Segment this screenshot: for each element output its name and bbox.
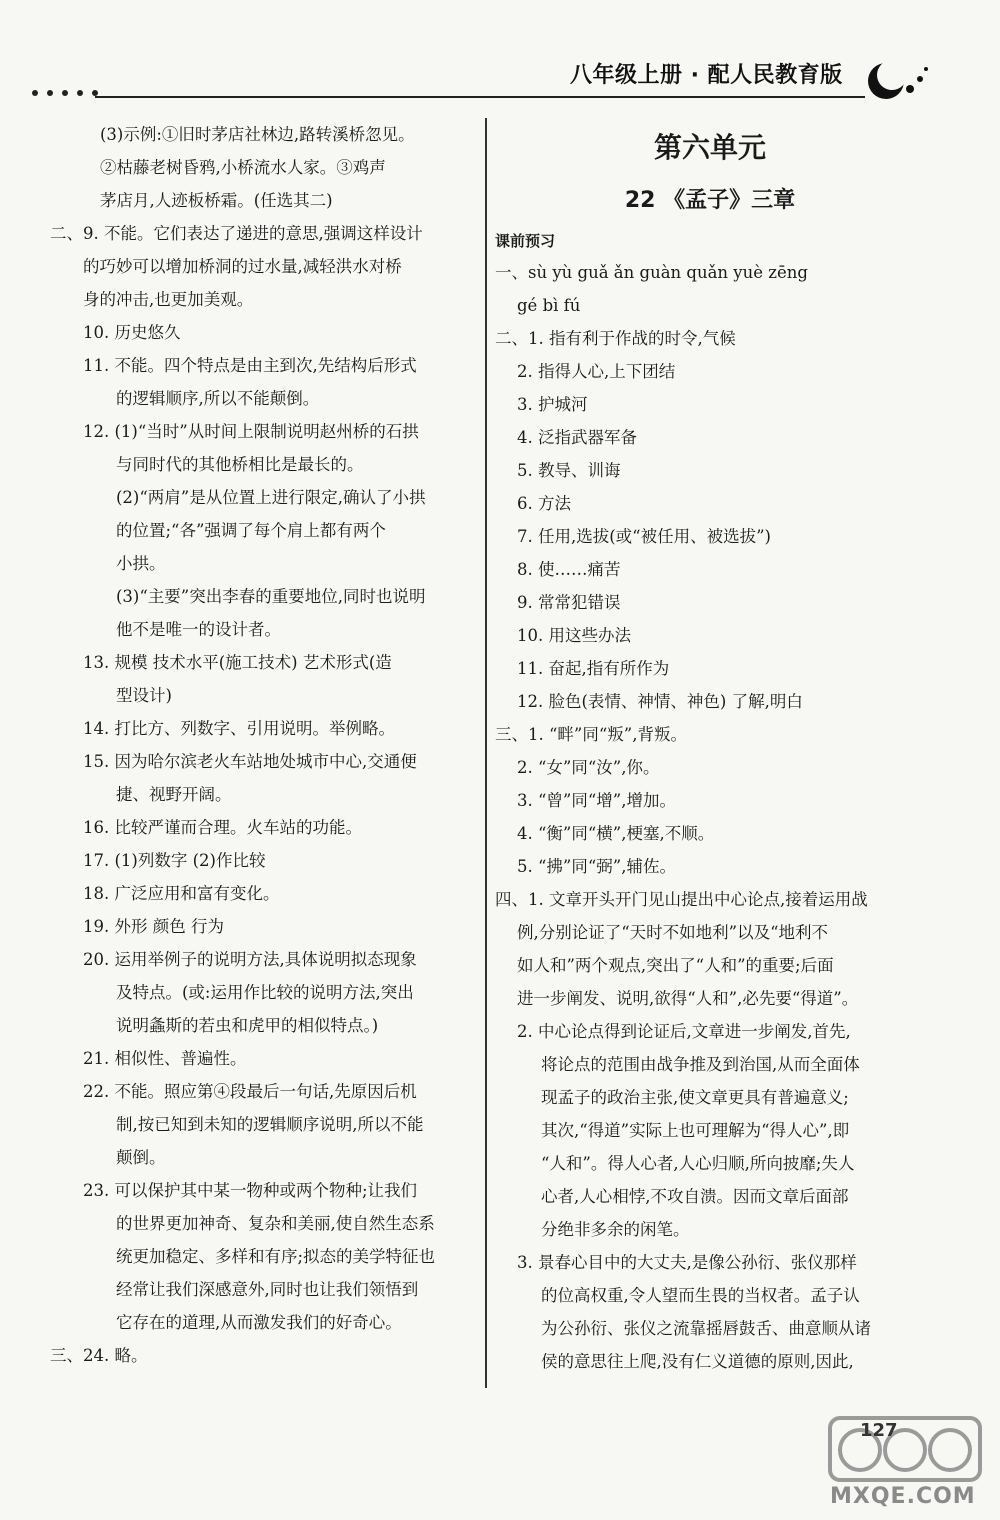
answer-line: 其次,“得道”实际上也可理解为“得人心”,即 — [541, 1121, 850, 1140]
header-title: 八年级上册 · 配人民教育版 — [570, 63, 843, 88]
answer-line: 3. 景春心目中的大丈夫,是像公孙衍、张仪那样 — [517, 1253, 857, 1272]
answer-line: 7. 任用,选拔(或“被任用、被选拔”) — [517, 527, 771, 546]
answer-line: 统更加稳定、多样和有序;拟态的美学特征也 — [116, 1247, 436, 1266]
right-column — [495, 118, 925, 1378]
answer-line: 茅店月,人迹板桥霜。(任选其二) — [100, 191, 333, 210]
answer-line: 17. (1)列数字 (2)作比较 — [83, 851, 266, 870]
answer-line: 19. 外形 颜色 行为 — [83, 917, 224, 936]
answer-line: 一、sù yù guǎ ǎn guàn quǎn yuè zēng — [495, 263, 808, 282]
answer-line: (2)“两肩”是从位置上进行限定,确认了小拱 — [116, 488, 426, 507]
answer-line: 15. 因为哈尔滨老火车站地处城市中心,交通便 — [83, 752, 417, 771]
answer-line: (3)“主要”突出李春的重要地位,同时也说明 — [116, 587, 426, 606]
column-divider — [485, 118, 487, 1388]
answer-line: 的逻辑顺序,所以不能颠倒。 — [116, 389, 320, 408]
answer-line: 的位置;“各”强调了每个肩上都有两个 — [116, 521, 386, 540]
answer-line: 分绝非多余的闲笔。 — [541, 1220, 690, 1239]
answer-line: 捷、视野开阔。 — [116, 785, 232, 804]
answer-line: 的世界更加神奇、复杂和美丽,使自然生态系 — [116, 1214, 435, 1233]
answer-line: 9. 常常犯错误 — [517, 593, 621, 612]
unit-title: 第六单元 — [653, 131, 766, 164]
answer-line: 说明螽斯的若虫和虎甲的相似特点。) — [116, 1016, 379, 1035]
answer-line: 12. 脸色(表情、神情、神色) 了解,明白 — [517, 692, 803, 711]
answer-line: 22. 不能。照应第④段最后一句话,先原因后机 — [83, 1082, 417, 1101]
answer-line: 2. “女”同“汝”,你。 — [517, 758, 660, 777]
answer-line: 5. “拂”同“弼”,辅佐。 — [517, 857, 676, 876]
answer-line: 10. 用这些办法 — [517, 626, 631, 645]
answer-line: 侯的意思往上爬,没有仁义道德的原则,因此, — [541, 1352, 854, 1371]
answer-line: 将论点的范围由战争推及到治国,从而全面体 — [541, 1055, 860, 1074]
answer-line: 心者,人心相悖,不攻自溃。因而文章后面部 — [541, 1187, 849, 1206]
answer-line: 与同时代的其他桥相比是最长的。 — [116, 455, 364, 474]
answer-line: 13. 规模 技术水平(施工技术) 艺术形式(造 — [83, 653, 392, 672]
page-number: 127 — [860, 1420, 898, 1441]
answer-line: 3. 护城河 — [517, 395, 588, 414]
answer-line: gé bì fú — [517, 296, 581, 315]
answer-line: 小拱。 — [116, 554, 166, 573]
answer-line: 四、1. 文章开头开门见山提出中心论点,接着运用战 — [495, 890, 868, 909]
answer-line: 16. 比较严谨而合理。火车站的功能。 — [83, 818, 362, 837]
answer-line: 14. 打比方、列数字、引用说明。举例略。 — [83, 719, 395, 738]
answer-line: 18. 广泛应用和富有变化。 — [83, 884, 280, 903]
answer-line: 如人和”两个观点,突出了“人和”的重要;后面 — [517, 956, 834, 975]
answer-line: 三、24. 略。 — [50, 1346, 148, 1365]
answer-line: 10. 历史悠久 — [83, 323, 181, 342]
header-rule — [95, 96, 865, 98]
page-header — [0, 0, 1000, 110]
answer-line: 为公孙衍、张仪之流靠摇唇鼓舌、曲意顺从诸 — [541, 1319, 871, 1338]
answer-line: ②枯藤老树昏鸦,小桥流水人家。③鸡声 — [100, 158, 386, 177]
answer-line: 6. 方法 — [517, 494, 571, 513]
answer-line: 进一步阐发、说明,欲得“人和”,必先要“得道”。 — [517, 989, 859, 1008]
answer-line: 二、1. 指有利于作战的时令,气候 — [495, 329, 736, 348]
answer-line: 4. “衡”同“横”,梗塞,不顺。 — [517, 824, 715, 843]
moon-logo-icon — [860, 55, 940, 105]
answer-line: 二、9. 不能。它们表达了递进的意思,强调这样设计 — [50, 224, 423, 243]
answer-line: 的巧妙可以增加桥洞的过水量,减轻洪水对桥 — [83, 257, 402, 276]
answer-line: 型设计) — [116, 686, 172, 705]
lesson-title: 22 《孟子》三章 — [624, 188, 796, 213]
answer-line: 11. 奋起,指有所作为 — [517, 659, 670, 678]
answer-line: 他不是唯一的设计者。 — [116, 620, 281, 639]
answer-line: 23. 可以保护其中某一物种或两个物种;让我们 — [83, 1181, 418, 1200]
header-dots-decoration — [32, 90, 98, 96]
answer-line: 12. (1)“当时”从时间上限制说明赵州桥的石拱 — [83, 422, 419, 441]
answer-line: 2. 指得人心,上下团结 — [517, 362, 676, 381]
answer-line: 现孟子的政治主张,使文章更具有普遍意义; — [541, 1088, 849, 1107]
answer-line: 经常让我们深感意外,同时也让我们领悟到 — [116, 1280, 419, 1299]
answer-line: 11. 不能。四个特点是由主到次,先结构后形式 — [83, 356, 417, 375]
answer-line: 8. 使……痛苦 — [517, 560, 621, 579]
watermark-text: MXQE.COM — [830, 1484, 976, 1509]
answer-line: 及特点。(或:运用作比较的说明方法,突出 — [116, 983, 414, 1002]
answer-line: 例,分别论证了“天时不如地利”以及“地利不 — [517, 923, 829, 942]
section-label: 课前预习 — [495, 232, 556, 250]
answer-line: 20. 运用举例子的说明方法,具体说明拟态现象 — [83, 950, 417, 969]
answer-line: 身的冲击,也更加美观。 — [83, 290, 254, 309]
answer-line: 颠倒。 — [116, 1148, 166, 1167]
answer-line: 3. “曾”同“增”,增加。 — [517, 791, 676, 810]
answer-line: (3)示例:①旧时茅店社林边,路转溪桥忽见。 — [100, 125, 415, 144]
right-column-lines — [495, 256, 925, 1378]
left-column — [50, 118, 475, 1372]
answer-line: “人和”。得人心者,人心归顺,所向披靡;失人 — [541, 1154, 855, 1173]
answer-line: 制,按已知到未知的逻辑顺序说明,所以不能 — [116, 1115, 424, 1134]
answer-line: 5. 教导、训诲 — [517, 461, 621, 480]
answer-line: 的位高权重,令人望而生畏的当权者。孟子认 — [541, 1286, 860, 1305]
answer-line: 它存在的道理,从而激发我们的好奇心。 — [116, 1313, 402, 1332]
answer-line: 4. 泛指武器军备 — [517, 428, 637, 447]
answer-line: 三、1. “畔”同“叛”,背叛。 — [495, 725, 687, 744]
answer-line: 2. 中心论点得到论证后,文章进一步阐发,首先, — [517, 1022, 851, 1041]
answer-line: 21. 相似性、普遍性。 — [83, 1049, 247, 1068]
